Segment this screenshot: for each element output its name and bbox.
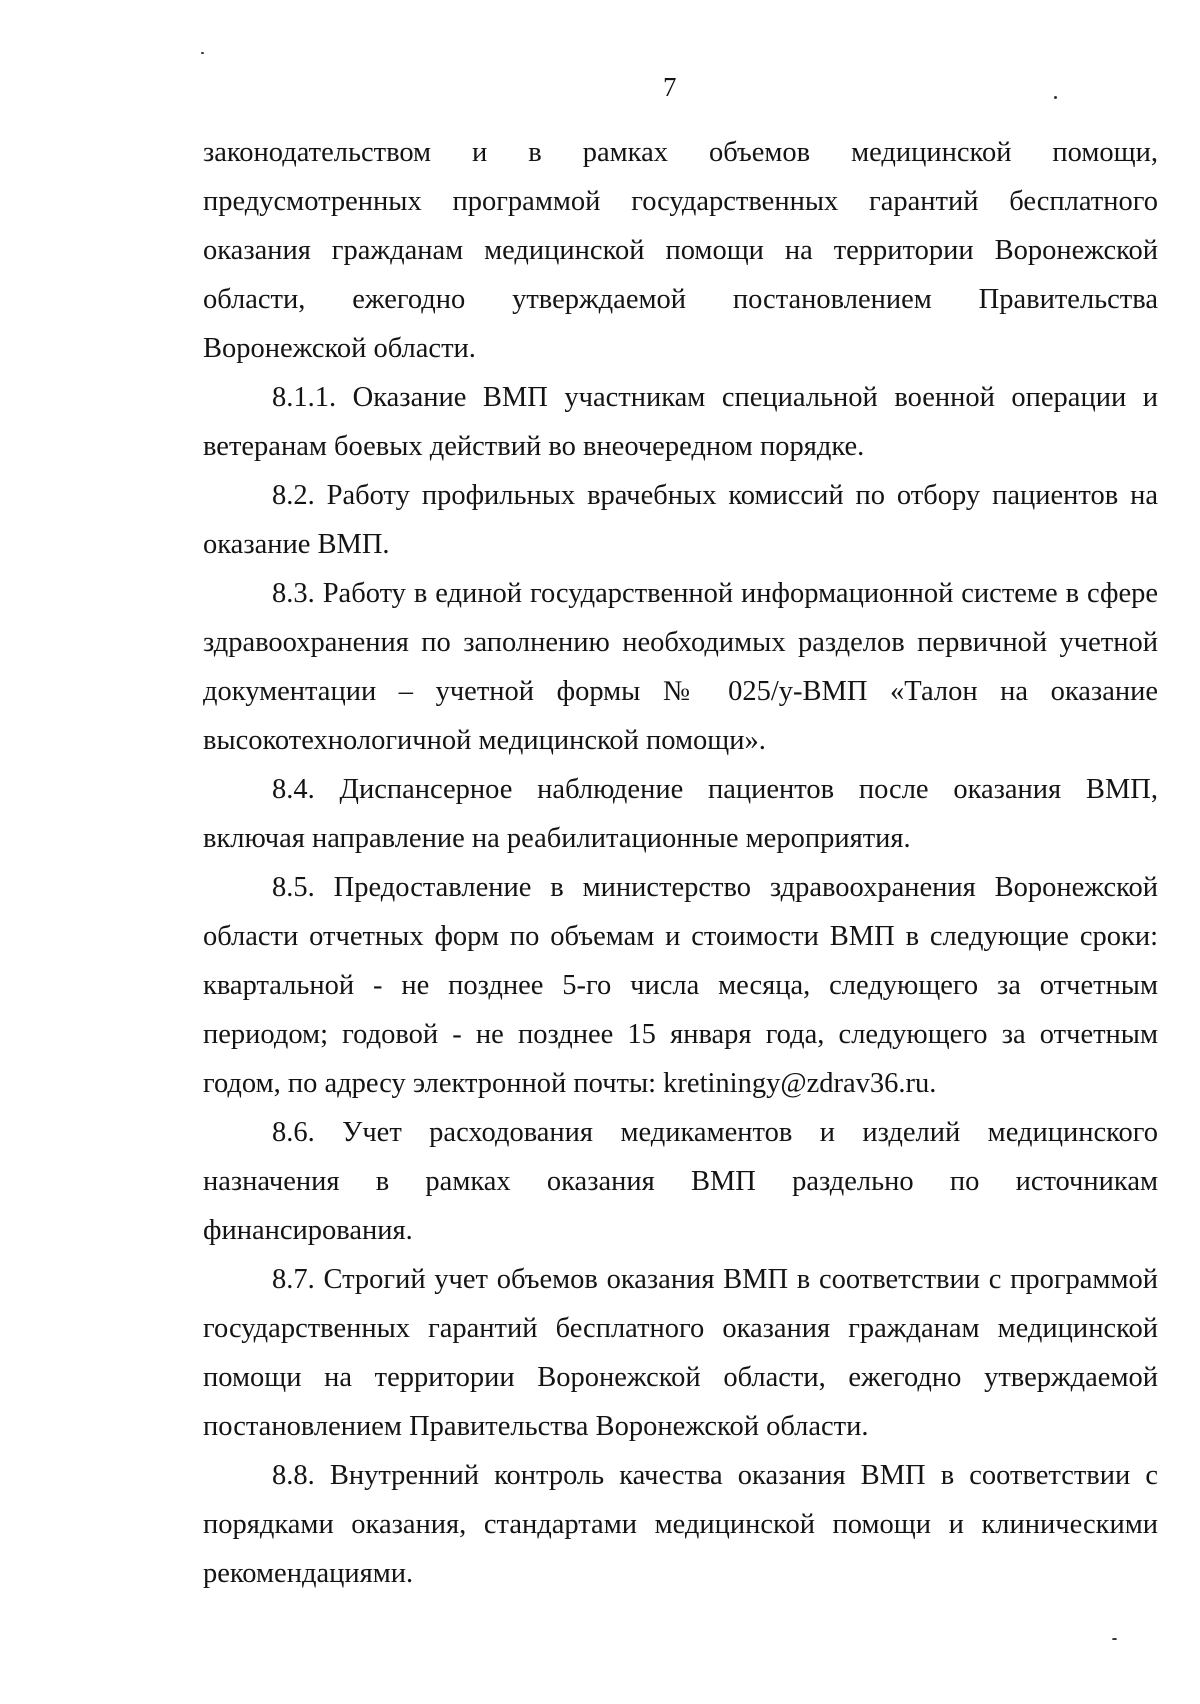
paragraph-8-8: 8.8. Внутренний контроль качества оказания ВМП в соответствии с порядками оказания, стандартами медицинской помощи и клиническими рекомендациями.: [203, 1460, 1158, 1589]
paragraph-8-3: 8.3. Работу в единой государственной информационной системе в сфере здравоохранения по заполнению необходимых разделов первичной учетной документации – учетной формы № 025/у-ВМП «Талон на оказание высокотехнологичной медицинской помощи».: [203, 578, 1158, 756]
paragraph-8-4: 8.4. Диспансерное наблюдение пациентов после оказания ВМП, включая направление на реабилитационные мероприятия.: [203, 774, 1158, 854]
document-body: [203, 128, 1158, 1598]
scan-speck: [1112, 1638, 1117, 1640]
paragraph-continuation: законодательством и в рамках объемов медицинской помощи, предусмотренных программой государственных гарантий бесплатного оказания гражданам медицинской помощи на территории Воронежской области, ежегодно утверждаемой постановлением Правительства Воронежской области.: [203, 137, 1158, 364]
paragraph-8-6: 8.6. Учет расходования медикаментов и изделий медицинского назначения в рамках оказания ВМП раздельно по источникам финансирования.: [203, 1117, 1158, 1246]
paragraph-8-1-1: 8.1.1. Оказание ВМП участникам специальной военной операции и ветеранам боевых действий во внеочередном порядке.: [203, 382, 1158, 462]
paragraph-8-5: 8.5. Предоставление в министерство здравоохранения Воронежской области отчетных форм по объемам и стоимости ВМП в следующие сроки: квартальной - не позднее 5-го числа месяца, следующего за отчетным периодом; годовой - не позднее 15 января года, следующего за отчетным годом, по адресу электронной почты: kretiningy@zdrav36.ru.: [203, 872, 1158, 1099]
paragraph-8-7: 8.7. Строгий учет объемов оказания ВМП в соответствии с программой государственных гарантий бесплатного оказания гражданам медицинской помощи на территории Воронежской области, ежегодно утверждаемой постановлением Правительства Воронежской области.: [203, 1264, 1158, 1442]
paragraph-8-2: 8.2. Работу профильных врачебных комиссий по отбору пациентов на оказание ВМП.: [203, 480, 1158, 560]
scan-speck: [201, 52, 204, 54]
page-number: 7: [663, 72, 677, 102]
